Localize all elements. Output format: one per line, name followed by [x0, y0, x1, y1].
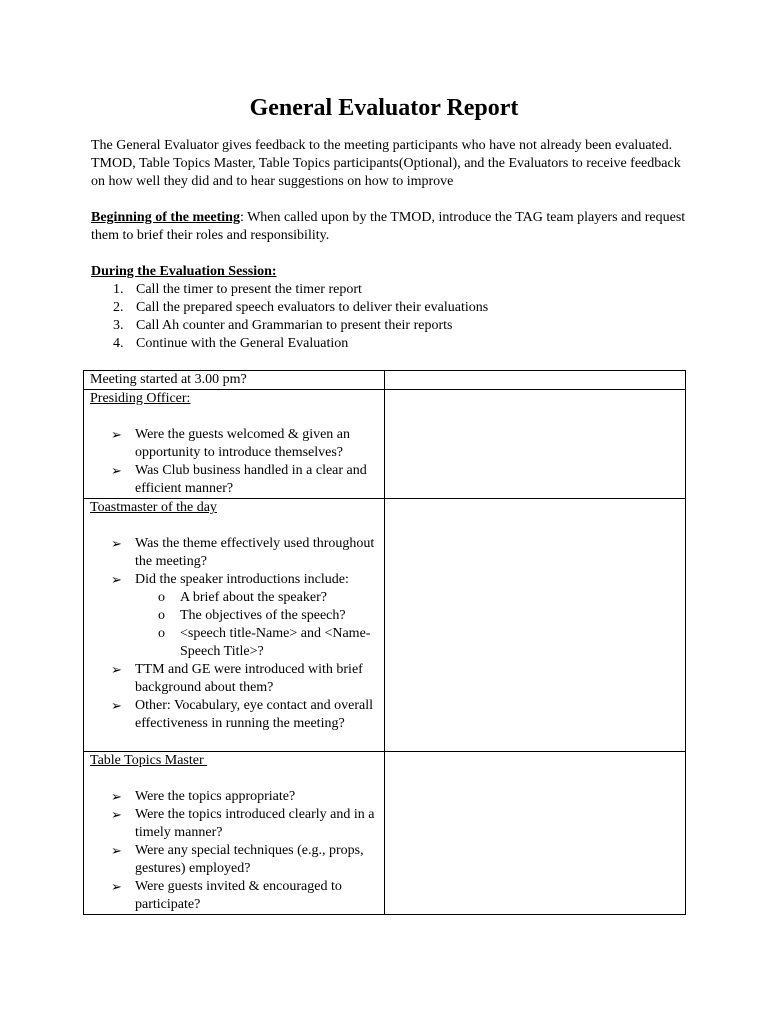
arrow-bullet-icon: ➢: [111, 662, 122, 677]
question-list: [90, 426, 378, 498]
step-text: Continue with the General Evaluation: [136, 336, 349, 351]
answer-cell[interactable]: [385, 752, 686, 915]
during-session-heading: During the Evaluation Session:: [91, 264, 277, 279]
list-item: [90, 806, 378, 842]
table-topics-master-heading: Table Topics Master: [90, 753, 208, 768]
table-topics-master-cell: [84, 752, 385, 915]
arrow-bullet-icon: ➢: [111, 536, 122, 551]
list-item: [90, 842, 378, 878]
list-item: [90, 788, 378, 806]
circle-bullet-icon: o: [158, 626, 165, 641]
list-item: [90, 426, 378, 462]
page-title: General Evaluator Report: [249, 95, 519, 121]
arrow-bullet-icon: ➢: [111, 843, 122, 858]
question-list: [90, 788, 378, 914]
arrow-bullet-icon: ➢: [111, 698, 122, 713]
answer-cell[interactable]: [385, 371, 686, 390]
beginning-paragraph: [91, 209, 691, 245]
arrow-bullet-icon: ➢: [111, 789, 122, 804]
step-number: 2.: [113, 300, 124, 315]
circle-bullet-icon: o: [158, 590, 165, 605]
intro-paragraph: The General Evaluator gives feedback to the meeting participants who have not already been evaluated. TMOD, Table Topics Master, Table Topics participants(Optional), and the Evaluators to receive feedback on how well they did and to hear suggestions on how to improve: [91, 138, 681, 189]
question-text: Did the speaker introductions include:: [135, 572, 349, 587]
arrow-bullet-icon: ➢: [111, 463, 122, 478]
sub-question-list: [135, 589, 378, 661]
answer-cell[interactable]: [385, 390, 686, 499]
sub-question-text: A brief about the speaker?: [180, 590, 327, 605]
list-item: [90, 535, 378, 571]
list-item: [91, 299, 488, 317]
arrow-bullet-icon: ➢: [111, 879, 122, 894]
list-item: [90, 661, 378, 697]
list-item: [90, 571, 378, 661]
arrow-bullet-icon: ➢: [111, 807, 122, 822]
step-text: Call the prepared speech evaluators to deliver their evaluations: [136, 300, 489, 315]
table-row: [84, 499, 686, 752]
question-text: Was Club business handled in a clear and efficient manner?: [135, 463, 367, 496]
presiding-officer-heading: Presiding Officer:: [90, 391, 191, 406]
list-item: [90, 697, 378, 733]
list-item: [135, 589, 378, 607]
step-number: 1.: [113, 282, 124, 297]
evaluation-table: [83, 370, 686, 915]
toastmaster-cell: [84, 499, 385, 752]
question-text: TTM and GE were introduced with brief background about them?: [135, 662, 363, 695]
list-item: [91, 317, 488, 335]
question-list: [90, 535, 378, 733]
circle-bullet-icon: o: [158, 608, 165, 623]
table-row: [84, 371, 686, 390]
list-item: [90, 462, 378, 498]
list-item: [91, 335, 488, 353]
beginning-text: : When called upon by the TMOD, introduce the TAG team players and request them to brief their roles and responsibility.: [91, 210, 686, 243]
question-text: Were any special techniques (e.g., props, gestures) employed?: [135, 843, 364, 876]
table-row: [84, 390, 686, 499]
step-number: 3.: [113, 318, 124, 333]
question-text: Was the theme effectively used throughout the meeting?: [135, 536, 375, 569]
step-text: Call the timer to present the timer report: [136, 282, 362, 297]
list-item: [135, 625, 378, 661]
arrow-bullet-icon: ➢: [111, 572, 122, 587]
question-text: Were the topics appropriate?: [135, 789, 296, 804]
toastmaster-heading: Toastmaster of the day: [90, 500, 217, 515]
arrow-bullet-icon: ➢: [111, 427, 122, 442]
list-item: [91, 281, 488, 299]
list-item: [90, 878, 378, 914]
sub-question-text: <speech title-Name> and <Name-Speech Title>?: [180, 626, 371, 659]
step-text: Call Ah counter and Grammarian to present their reports: [136, 318, 453, 333]
beginning-label: Beginning of the meeting: [91, 210, 240, 225]
question-text: Were the guests welcomed & given an opportunity to introduce themselves?: [135, 427, 351, 460]
list-item: [135, 607, 378, 625]
answer-cell[interactable]: [385, 499, 686, 752]
session-steps-list: [91, 281, 488, 353]
step-number: 4.: [113, 336, 124, 351]
presiding-officer-cell: [84, 390, 385, 499]
sub-question-text: The objectives of the speech?: [180, 608, 346, 623]
question-text: Other: Vocabulary, eye contact and overall effectiveness in running the meeting?: [135, 698, 374, 731]
table-row: [84, 752, 686, 915]
question-text: Were the topics introduced clearly and in a timely manner?: [135, 807, 375, 840]
meeting-start-cell: Meeting started at 3.00 pm?: [84, 371, 385, 390]
question-text: Were guests invited & encouraged to participate?: [135, 879, 342, 912]
